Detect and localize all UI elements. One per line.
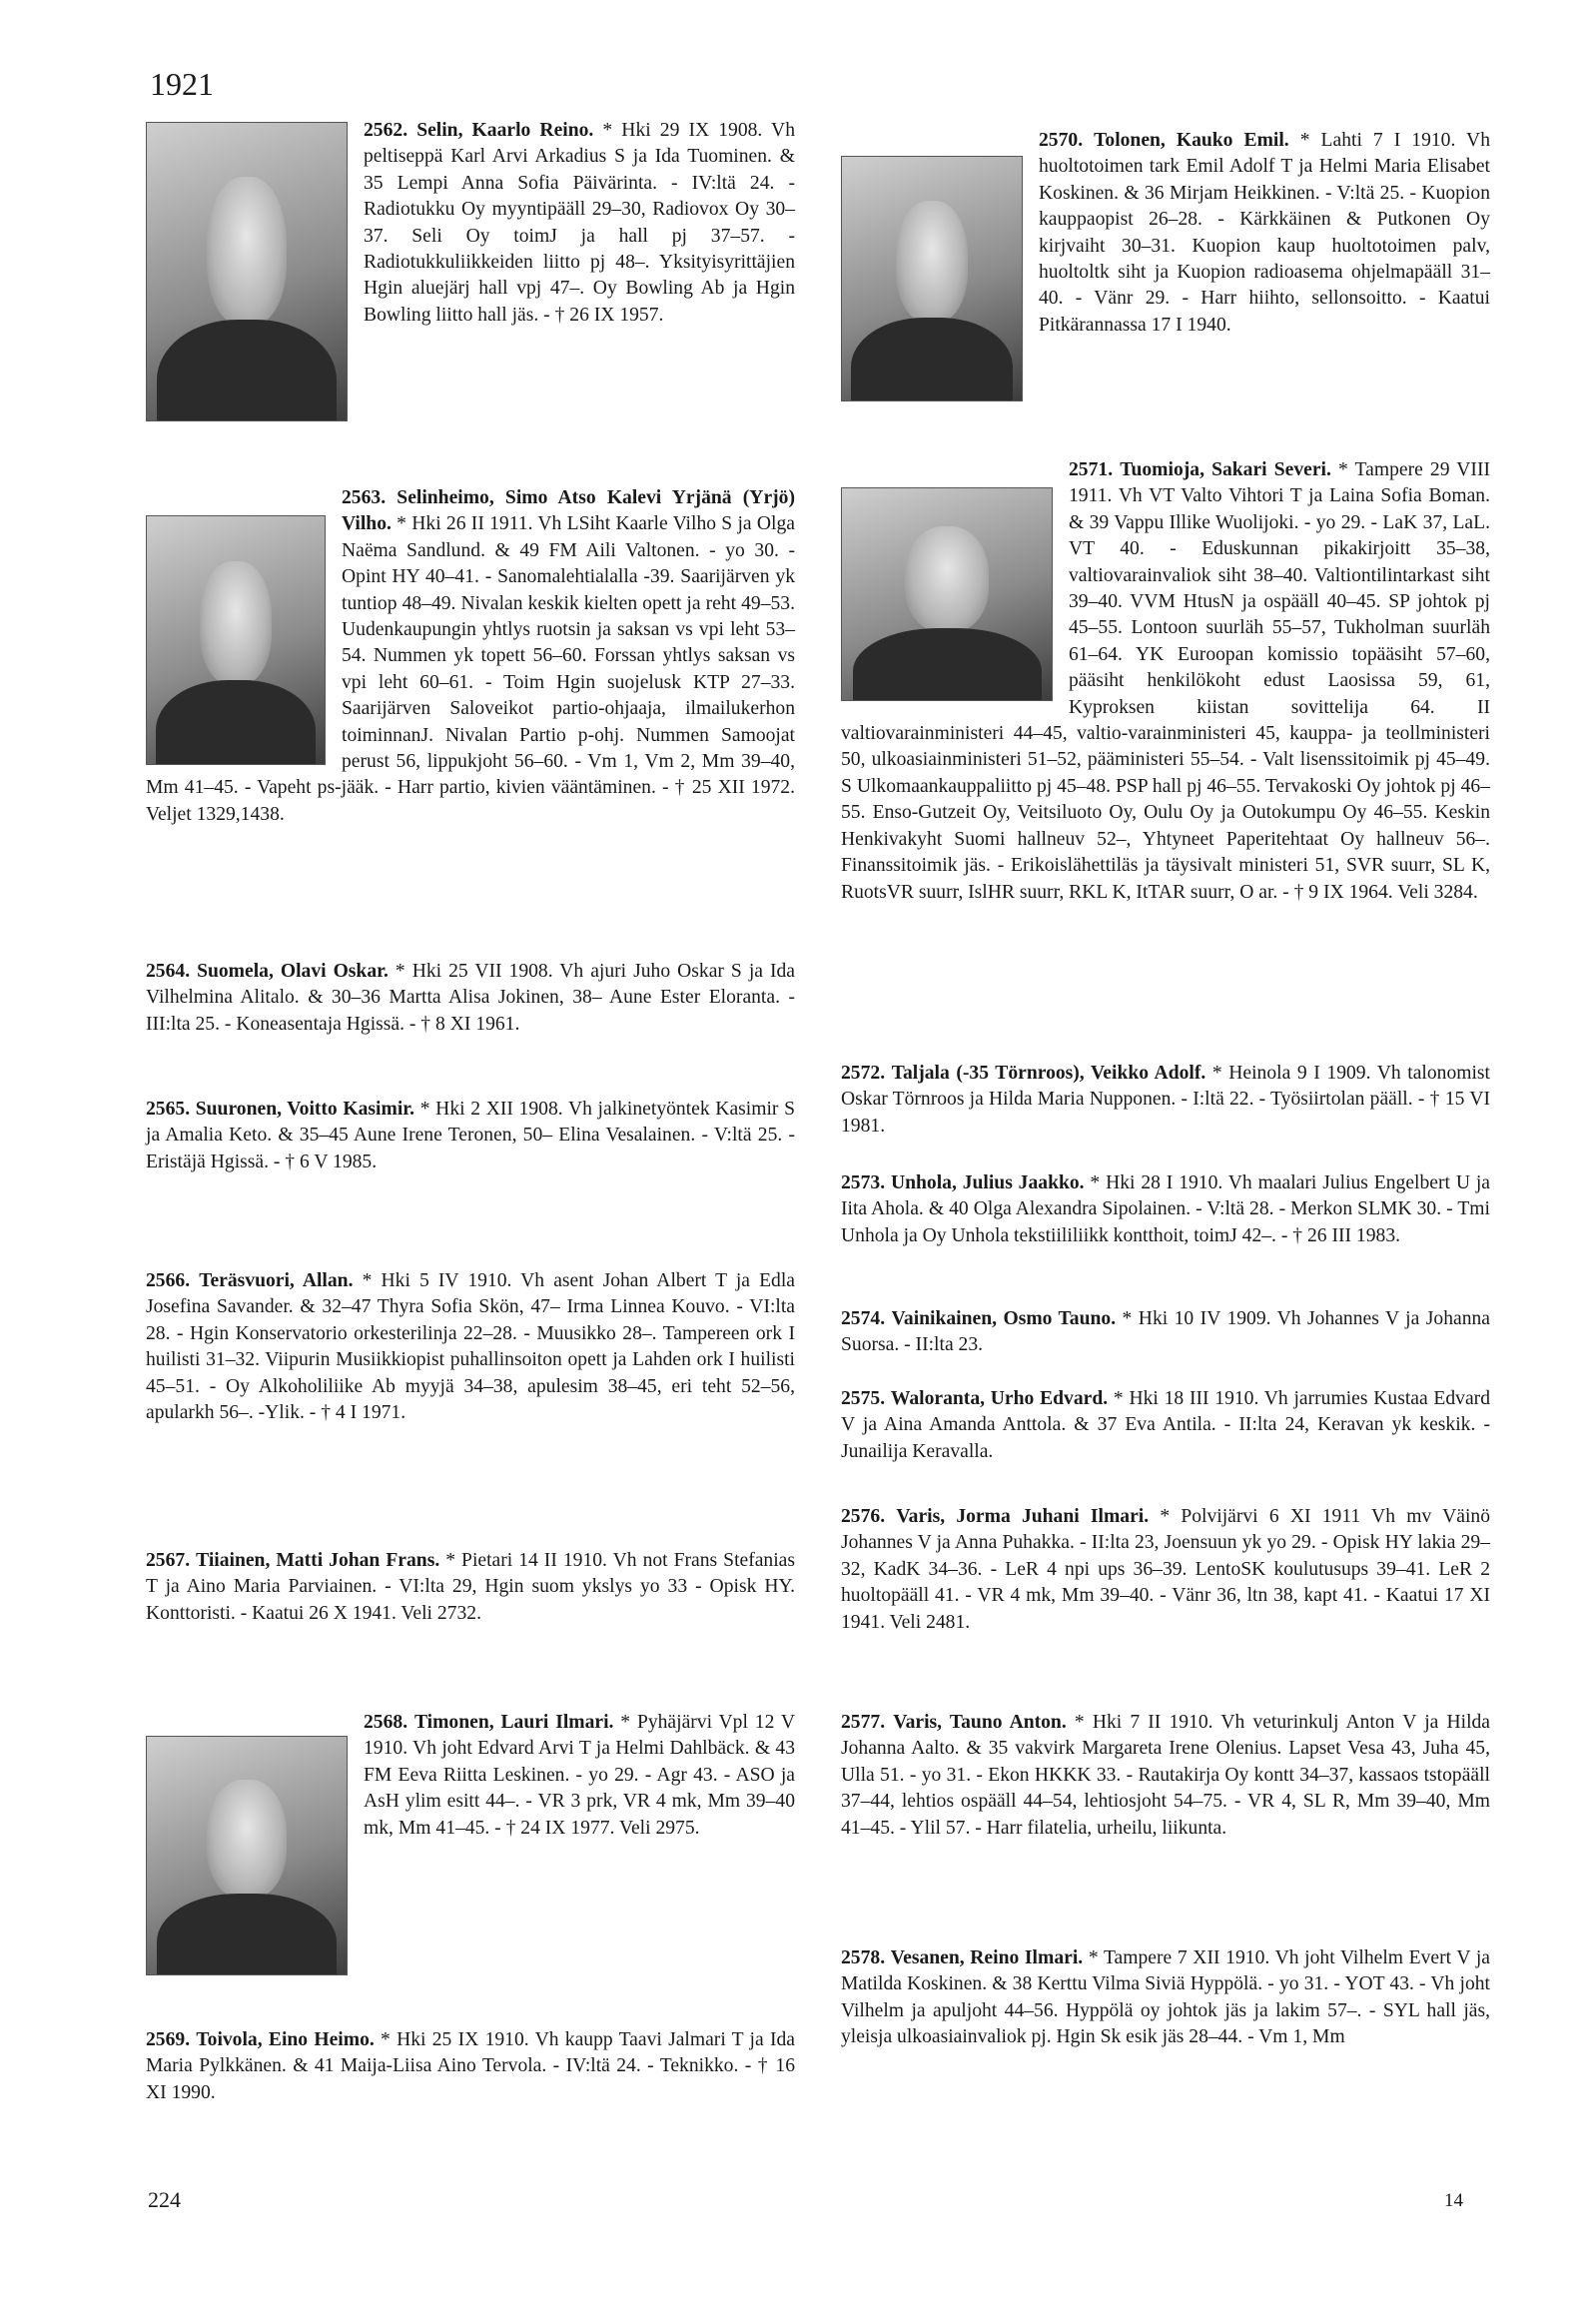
entry-2567: 2567. Tiiainen, Matti Johan Frans. * Pietari 14 II 1910. Vh not Frans Stefanias T ja Aino Maria Parviainen. - VI:lta 29, Hgin suom ykslys yo 33 - Opisk HY. Konttoristi. - Kaatui 26 X 1941. Veli 2732.	[146, 1550, 795, 1624]
entry-name: Selinheimo, Simo Atso Kalevi Yrjänä (Yrjö) Vilho.	[342, 487, 795, 535]
entry-name: Tiiainen, Matti Johan Frans.	[196, 1550, 440, 1571]
entry-name: Suomela, Olavi Oskar.	[197, 961, 389, 982]
entry-2569: 2569. Toivola, Eino Heimo. * Hki 25 IX 1910. Vh kaupp Taavi Jalmari T ja Ida Maria Pylkkänen. & 41 Maija-Liisa Aino Tervola. - IV:ltä 24. - Teknikko. - † 16 XI 1990.	[146, 2029, 795, 2103]
entry-2578: 2578. Vesanen, Reino Ilmari. * Tampere 7 XII 1910. Vh joht Vilhelm Evert V ja Matilda Koskinen. & 38 Kerttu Vilma Siviä Hyppölä. - yo 31. - YOT 43. - Vh joht Vilhelm ja apuljoht 44–56. Hyppölä oy johtok jäs ja lakim 57–. - SYL hall jäs, yleisja ulkoasiainvaliok pj. Hgin Sk esik jäs 28–44. - Vm 1, Mm	[841, 1947, 1491, 2048]
entry-name: Vainikainen, Osmo Tauno.	[891, 1308, 1117, 1329]
left-column	[146, 118, 795, 2175]
entry-2574: 2574. Vainikainen, Osmo Tauno. * Hki 10 IV 1909. Vh Johannes V ja Johanna Suorsa. - II:lta 23.	[841, 1308, 1490, 1356]
entry-name: Varis, Jorma Juhani Ilmari.	[896, 1506, 1150, 1527]
page-number: 224	[148, 2187, 181, 2212]
entry-2573: 2573. Unhola, Julius Jaakko. * Hki 28 I 1910. Vh maalari Julius Engelbert U ja Iita Ahola. & 40 Olga Alexandra Sipolainen. - V:ltä 28. - Merkon SLMK 30. - Tmi Unhola ja Oy Unhola tekstiililiikk kontthoit, toimJ 42–. - † 26 III 1983.	[841, 1172, 1490, 1246]
entry-name: Varis, Tauno Anton.	[893, 1712, 1067, 1733]
entry-2566: 2566. Teräsvuori, Allan. * Hki 5 IV 1910. Vh asent Johan Albert T ja Edla Josefina Savander. & 32–47 Thyra Sofia Skön, 47– Irma Linnea Kouvo. - VI:lta 28. - Hgin Konservatorio orkesterilinja 22–28. - Muusikko 28–. Tampereen ork I huilisti 31–32. Viipurin Musiikkiopist puhallinsoiton opett ja Lahden ork I huilisti 45–51. - Oy Alkoholiliike Ab myyjä 34–38, apulesim 38–45, eri teht 52–56, apularkh 56–. -Ylik. - † 4 I 1971.	[146, 1270, 795, 1424]
page-year-header: 1921	[150, 66, 214, 102]
entry-2564: 2564. Suomela, Olavi Oskar. * Hki 25 VII 1908. Vh ajuri Juho Oskar S ja Ida Vilhelmina Alitalo. & 30–36 Martta Alisa Jokinen, 38– Aune Ester Eloranta. - III:lta 25. - Koneasentaja Hgissä. - † 8 XI 1961.	[146, 961, 795, 1035]
entry-2563: 2563. Selinheimo, Simo Atso Kalevi Yrjänä (Yrjö) Vilho. * Hki 26 II 1911. Vh LSiht Kaarle Vilho S ja Olga Naëma Sandlund. & 49 FM Aili Valtonen. - yo 30. - Opint HY 40–41. - Sanomalehtialalla -39. Saarijärven yk tuntiop 48–49. Nivalan keskik kielten opett ja reht 49–53. Uudenkaupungin yhtlys ruotsin ja saksan vs vpi leht 53–54. Nummen yk topett 56–60. Forssan yhtlys saksan vs vpi leht 60–61. - Toim Hgin suojelusk KTP 27–33. Saarijärven Saloveikot partio-ohjaaja, ilmailukerhon toiminnanJ. Nivalan Partio p-ohj. Nummen Samoojat perust 56, lippukjoht 56–60. - Vm 1, Vm 2, Mm 39–40, Mm 41–45. - Vapeht ps-jääk. - Harr partio, kivien vääntäminen. - † 25 XII 1972. Veljet 1329,1438.	[146, 487, 795, 825]
portrait-photo-2563	[146, 515, 326, 765]
entry-name: Vesanen, Reino Ilmari.	[890, 1947, 1084, 1968]
entry-2576: 2576. Varis, Jorma Juhani Ilmari. * Polvijärvi 6 XI 1911 Vh mv Väinö Johannes V ja Anna Puhakka. - II:lta 23, Joensuun yk yo 29. - Opisk HY lakia 29–32, KadK 34–36. - LeR 4 npi ups 36–39. LentoSK koulutusups 39–41. LeR 2 huoltopääll 41. - VR 4 mk, Mm 39–40. - Vänr 36, ltn 38, kapt 41. - Kaatui 17 XI 1941. Veli 2481.	[841, 1506, 1490, 1633]
portrait-photo-2571	[841, 487, 1053, 701]
entry-name: Waloranta, Urho Edvard.	[890, 1388, 1109, 1409]
portrait-photo-2570	[841, 156, 1023, 401]
right-column	[841, 118, 1490, 2175]
entry-2565: 2565. Suuronen, Voitto Kasimir. * Hki 2 XII 1908. Vh jalkinetyöntek Kasimir S ja Amalia Keto. & 35–45 Aune Irene Teronen, 50– Elina Vesalainen. - V:ltä 25. - Eristäjä Hgissä. - † 6 V 1985.	[146, 1099, 795, 1172]
portrait-photo-2568	[146, 1736, 348, 1975]
entry-name: Teräsvuori, Allan.	[199, 1270, 354, 1291]
entry-2570: 2570. Tolonen, Kauko Emil. * Lahti 7 I 1910. Vh huoltotoimen tark Emil Adolf T ja Helmi Maria Elisabet Koskinen. & 36 Mirjam Heikkinen. - V:ltä 25. - Kuopion kauppaopist 26–28. - Kärkkäinen & Putkonen Oy kirjvaiht 30–31. Kuopion kaup huoltotoimen palv, huoltoltk siht ja Kuopion radioasema ohjelmapääll 31–40. - Vänr 29. - Harr hiihto, sellonsoitto. - Kaatui Pitkärannassa 17 I 1940.	[841, 128, 1490, 405]
entry-2571: 2571. Tuomioja, Sakari Severi. * Tampere 29 VIII 1911. Vh VT Valto Vihtori T ja Laina Sofia Boman. & 39 Vappu Illike Wuolijoki. - yo 29. - LaK 37, LaL. VT 40. - Eduskunnan pikakirjoitt 35–38, valtiovarainvaliok siht 38–40. Valtiontilintarkast siht 39–40. VVM HtusN ja ospääll 40–45. SP johtok pj 45–55. Lontoon suurläh 55–57, Tukholman suurläh 61–64. YK Euroopan komissio topääsiht 57–60, pääsiht henkilökoht edust Laosissa 59, 61, Kyproksen kiistan sovittelija 64. II valtiovarainministeri 44–45, valtio-varainministeri 45, kauppa- ja teollministeri 50, ulkoasiainministeri 51–52, pääministeri 55–54. - Valt lisenssitoimik pj 45–49. S Ulkomaankauppaliitto pj 45–48. PSP hall pj 46–55. Tervakoski Oy johtok pj 46–55. Enso-Gutzeit Oy, Veitsiluoto Oy, Oulu Oy ja Outokumpu Oy 46–55. Keskin Henkivakyht Suomi hallneuv 52–, Yhtyneet Paperitehtaat Oy hallneuv 56–. Finanssitoimik jäs. - Erikoislähettiläs ja täysivalt ministeri 51, SVR suurr, SL K, RuotsVR suurr, IslHR suurr, RKL K, ItTAR suurr, O ar. - † 9 IX 1964. Veli 3284.	[841, 459, 1490, 903]
entry-2572: 2572. Taljala (-35 Törnroos), Veikko Adolf. * Heinola 9 I 1909. Vh talonomist Oskar Törnroos ja Hilda Maria Nupponen. - I:ltä 22. - Työsiirtolan pääll. - † 15 VI 1981.	[841, 1063, 1490, 1137]
portrait-photo-2562	[146, 122, 348, 421]
entry-name: Timonen, Lauri Ilmari.	[413, 1712, 614, 1733]
entry-name: Taljala (-35 Törnroos), Veikko Adolf.	[891, 1063, 1206, 1084]
entry-2577: 2577. Varis, Tauno Anton. * Hki 7 II 1910. Vh veturinkulj Anton V ja Hilda Johanna Aalto. & 35 vakvirk Margareta Irene Olenius. Lapset Vesa 43, Juha 45, Ulla 51. - yo 31. - Ekon HKKK 33. - Rautakirja Oy kontt 34–37, kassaos tstopääll 37–44, lehtios ospääll 44–54, lehtiosjoht 54–75. - VR 4, SL R, Mm 39–40, Mm 41–45. - Ylil 57. - Harr filatelia, urheilu, liikunta.	[841, 1712, 1491, 1839]
entry-2568: 2568. Timonen, Lauri Ilmari. * Pyhäjärvi Vpl 12 V 1910. Vh joht Edvard Arvi T ja Helmi Dahlbäck. & 43 FM Eeva Riitta Leskinen. - yo 29. - Agr 43. - ASO ja AsH ylim esitt 44–. - VR 3 prk, VR 4 mk, Mm 39–40 mk, Mm 41–45. - † 24 IX 1977. Veli 2975.	[146, 1710, 795, 1979]
entry-2575: 2575. Waloranta, Urho Edvard. * Hki 18 III 1910. Vh jarrumies Kustaa Edvard V ja Aina Amanda Anttola. & 37 Eva Antila. - II:lta 24, Keravan yk keskik. - Junailija Keravalla.	[841, 1388, 1490, 1462]
entry-2562: 2562. Selin, Kaarlo Reino. * Hki 29 IX 1908. Vh peltiseppä Karl Arvi Arkadius S ja Ida Tuominen. & 35 Lempi Anna Sofia Päivärinta. - IV:ltä 24. - Radiotukku Oy myyntipääll 29–30, Radiovox Oy 30–37. Seli Oy toimJ ja hall pj 37–57. - Radiotukkuliikkeiden liitto pj 48–. Yksityisyrittäjien Hgin aluejärj hall vpj 47–. Oy Bowling Ab ja Hgin Bowling liitto hall jäs. - † 26 IX 1957.	[146, 118, 795, 425]
entry-name: Suuronen, Voitto Kasimir.	[195, 1099, 415, 1120]
signature-mark: 14	[1444, 2190, 1463, 2211]
entry-name: Unhola, Julius Jaakko.	[890, 1172, 1085, 1193]
entry-name: Toivola, Eino Heimo.	[196, 2029, 375, 2050]
entry-name: Selin, Kaarlo Reino.	[416, 120, 594, 141]
entry-name: Tolonen, Kauko Emil.	[1094, 130, 1289, 151]
entry-name: Tuomioja, Sakari Severi.	[1120, 459, 1331, 480]
